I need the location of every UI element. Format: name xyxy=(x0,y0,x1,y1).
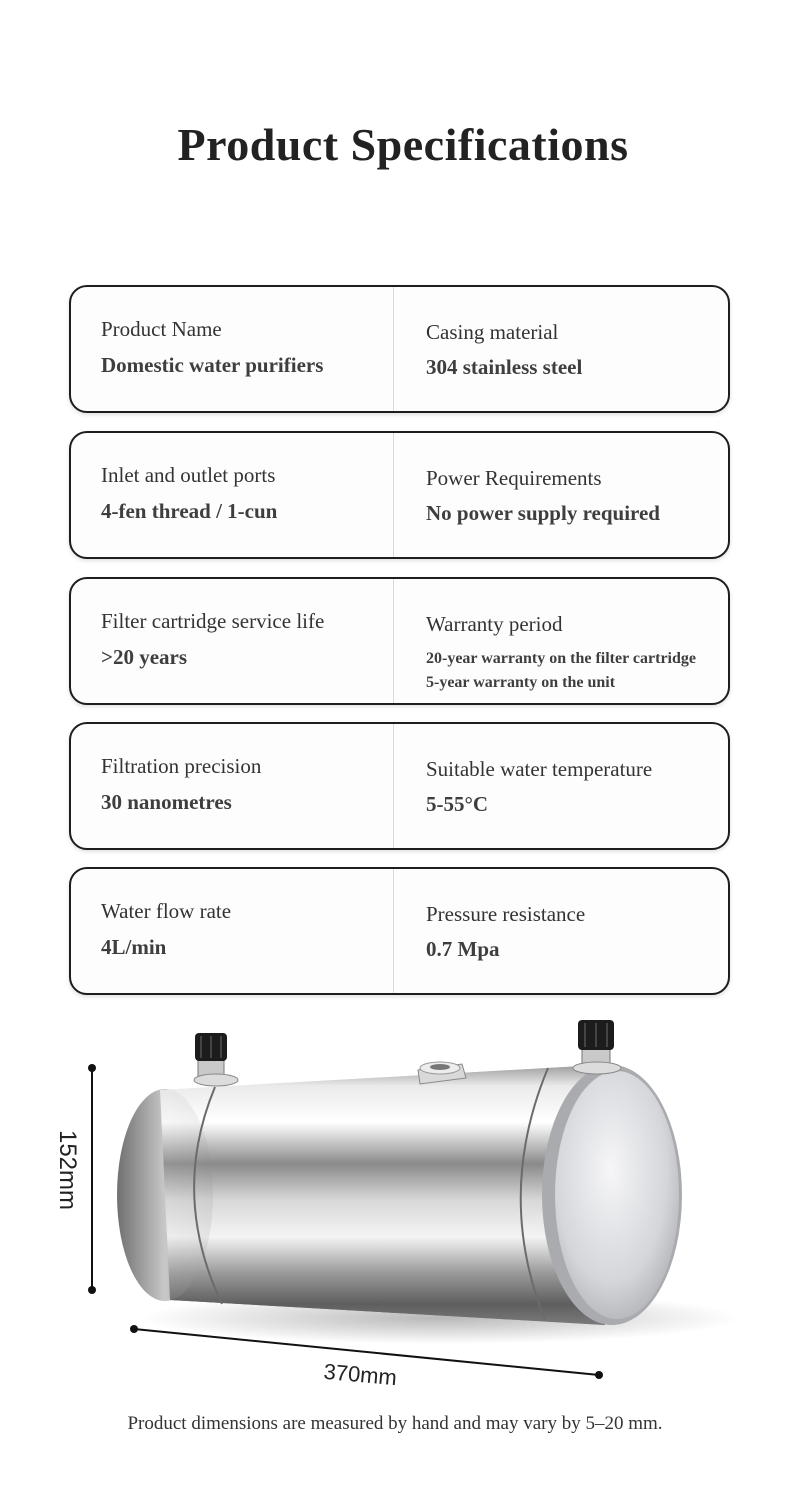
spec-label: Pressure resistance xyxy=(426,902,586,926)
dimension-note: Product dimensions are measured by hand and may vary by 5–20 mm. xyxy=(127,1413,663,1434)
outlet-fitting xyxy=(573,1020,621,1074)
height-label: 152mm xyxy=(54,1129,81,1211)
spec-value xyxy=(426,647,696,695)
spec-value: 4L/min xyxy=(101,935,167,959)
spec-label: Suitable water temperature xyxy=(426,757,653,781)
height-dimension xyxy=(54,1064,96,1294)
purifier-canister xyxy=(117,1065,682,1325)
page-title: Product Specifications xyxy=(177,119,629,170)
spec-card xyxy=(69,577,730,705)
spec-label: Power Requirements xyxy=(426,466,602,490)
spec-card xyxy=(69,285,730,413)
spec-value: >20 years xyxy=(101,645,188,669)
spec-card xyxy=(69,722,730,850)
spec-label: Filtration precision xyxy=(101,754,262,778)
spec-label: Warranty period xyxy=(426,612,563,636)
card-divider xyxy=(393,724,394,848)
card-divider xyxy=(393,287,394,411)
card-divider xyxy=(393,433,394,557)
card-divider xyxy=(393,579,394,703)
card-divider xyxy=(393,869,394,993)
length-label: 370mm xyxy=(322,1358,398,1391)
product-dimension-figure xyxy=(0,1015,790,1400)
spec-label: Filter cartridge service life xyxy=(101,609,325,633)
spec-value: No power supply required xyxy=(426,501,660,525)
warranty-line: 5-year warranty on the unit xyxy=(426,674,616,691)
spec-value: 4-fen thread / 1-cun xyxy=(101,499,278,523)
spec-label: Inlet and outlet ports xyxy=(101,463,276,487)
inlet-fitting xyxy=(194,1033,238,1086)
spec-label: Casing material xyxy=(426,320,559,344)
spec-label: Product Name xyxy=(101,317,222,341)
warranty-line: 20-year warranty on the filter cartridge xyxy=(426,650,696,667)
spec-value: 30 nanometres xyxy=(101,790,232,814)
spec-label: Water flow rate xyxy=(101,899,232,923)
spec-value: Domestic water purifiers xyxy=(101,353,324,377)
spec-value: 304 stainless steel xyxy=(426,355,583,379)
spec-card xyxy=(69,431,730,559)
spec-value: 5-55°C xyxy=(426,792,489,816)
spec-value: 0.7 Mpa xyxy=(426,937,500,961)
spec-card xyxy=(69,867,730,995)
